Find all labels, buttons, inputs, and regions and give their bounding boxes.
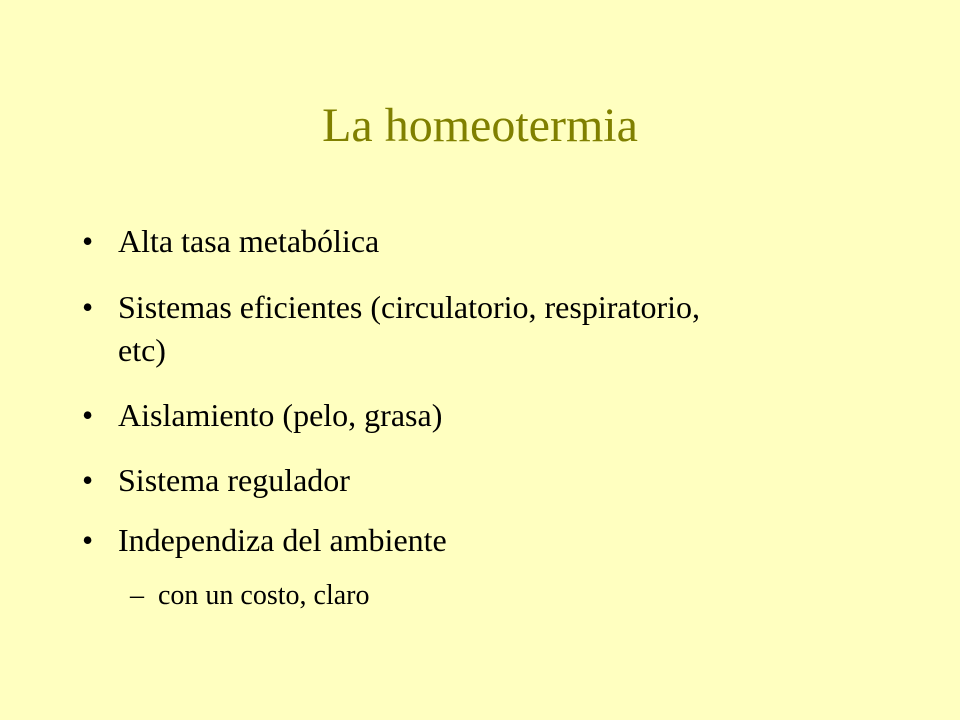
dash-icon: – (130, 580, 144, 611)
sub-bullet-item (130, 578, 370, 614)
bullet-item (82, 519, 702, 562)
bullet-dot-icon: • (82, 397, 94, 433)
bullet-text: Aislamiento (pelo, grasa) (118, 397, 443, 433)
bullet-dot-icon: • (82, 462, 94, 498)
bullet-dot-icon: • (82, 522, 94, 558)
bullet-text: Sistema regulador (118, 462, 350, 498)
bullet-item (82, 459, 702, 502)
bullet-text: Alta tasa metabólica (118, 223, 380, 259)
bullet-item (82, 394, 702, 437)
bullet-text: Independiza del ambiente (118, 522, 447, 558)
bullet-dot-icon: • (82, 223, 94, 259)
bullet-text: Sistemas eficientes (circulatorio, respiratorio, etc) (118, 289, 701, 368)
bullet-item (82, 220, 702, 263)
slide-title: La homeotermia (322, 99, 638, 152)
bullet-item (82, 286, 702, 372)
sub-bullet-text: con un costo, claro (158, 580, 370, 611)
bullet-dot-icon: • (82, 289, 94, 325)
